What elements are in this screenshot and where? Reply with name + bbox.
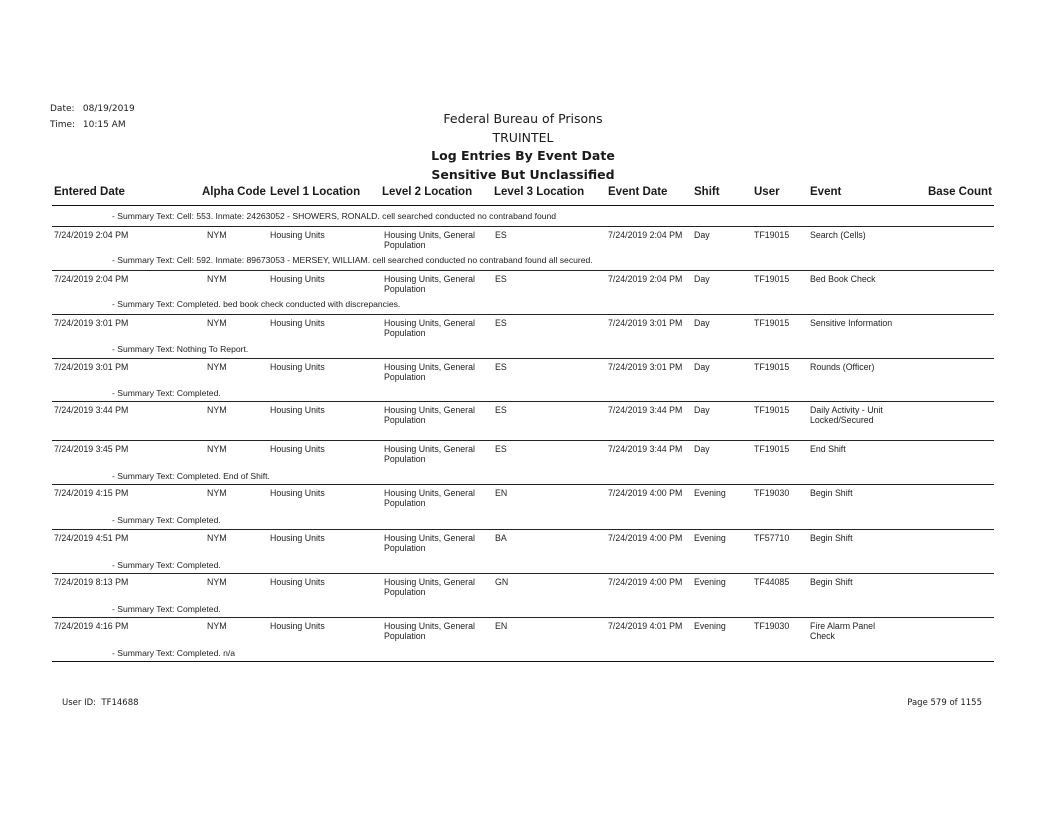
- entered-date: 7/24/2019 3:44 PM: [54, 405, 129, 415]
- col-alpha-code: Alpha Code: [202, 186, 266, 198]
- row-divider: [52, 314, 994, 315]
- level2-location: Housing Units, General Population: [384, 362, 475, 382]
- event: Search (Cells): [810, 230, 866, 240]
- entered-date: 7/24/2019 8:13 PM: [54, 577, 129, 587]
- event-date: 7/24/2019 4:00 PM: [608, 533, 683, 543]
- summary-text: - Summary Text: Cell: 592. Inmate: 89673053 - MERSEY, WILLIAM. cell searched conducted no contraband found all secured.: [112, 255, 593, 265]
- event: Rounds (Officer): [810, 362, 875, 372]
- shift: Day: [694, 405, 710, 415]
- time-label: Time:: [50, 120, 76, 130]
- page-label: Page: [907, 698, 928, 708]
- level1-location: Housing Units: [270, 488, 325, 498]
- row-divider: [52, 484, 994, 485]
- user: TF19015: [754, 444, 790, 454]
- level1-location: Housing Units: [270, 230, 325, 240]
- level2-location: Housing Units, General Population: [384, 577, 475, 597]
- level1-location: Housing Units: [270, 444, 325, 454]
- classification-title: Sensitive But Unclassified: [431, 166, 615, 182]
- event: Daily Activity - Unit Locked/Secured: [810, 405, 883, 425]
- event: End Shift: [810, 444, 846, 454]
- col-base-count: Base Count: [928, 186, 992, 198]
- alpha-code: NYM: [207, 362, 227, 372]
- user: TF19030: [754, 621, 790, 631]
- level2-location: Housing Units, General Population: [384, 274, 475, 294]
- level3-location: ES: [495, 362, 507, 372]
- level3-location: ES: [495, 444, 507, 454]
- event: Bed Book Check: [810, 274, 876, 284]
- event-date: 7/24/2019 4:00 PM: [608, 577, 683, 587]
- event: Begin Shift: [810, 488, 853, 498]
- alpha-code: NYM: [207, 444, 227, 454]
- row-divider: [52, 226, 994, 227]
- date-label: Date:: [50, 104, 75, 114]
- event-date: 7/24/2019 3:44 PM: [608, 444, 683, 454]
- shift: Day: [694, 230, 710, 240]
- summary-text: - Summary Text: Completed.: [112, 388, 221, 398]
- level3-location: GN: [495, 577, 509, 587]
- user: TF57710: [754, 533, 790, 543]
- shift: Evening: [694, 577, 726, 587]
- page-total: 1155: [960, 698, 982, 708]
- level1-location: Housing Units: [270, 362, 325, 372]
- col-user: User: [754, 186, 780, 198]
- level2-location: Housing Units, General Population: [384, 533, 475, 553]
- entered-date: 7/24/2019 4:16 PM: [54, 621, 129, 631]
- level3-location: EN: [495, 488, 508, 498]
- level2-location: Housing Units, General Population: [384, 318, 475, 338]
- row-divider: [52, 617, 994, 618]
- user: TF19015: [754, 230, 790, 240]
- col-level3: Level 3 Location: [494, 186, 585, 198]
- shift: Evening: [694, 533, 726, 543]
- shift: Day: [694, 318, 710, 328]
- event-date: 7/24/2019 4:01 PM: [608, 621, 683, 631]
- level1-location: Housing Units: [270, 318, 325, 328]
- event-date: 7/24/2019 2:04 PM: [608, 230, 683, 240]
- report-header: [0, 110, 1046, 184]
- event-date: 7/24/2019 3:44 PM: [608, 405, 683, 415]
- row-divider: [52, 529, 994, 530]
- shift: Evening: [694, 488, 726, 498]
- event-date: 7/24/2019 2:04 PM: [608, 274, 683, 284]
- alpha-code: NYM: [207, 621, 227, 631]
- event: Fire Alarm Panel Check: [810, 621, 876, 641]
- summary-text: - Summary Text: Completed. n/a: [112, 648, 236, 658]
- row-divider: [52, 573, 994, 574]
- level2-location: Housing Units, General Population: [384, 405, 475, 425]
- alpha-code: NYM: [207, 488, 227, 498]
- user: TF19015: [754, 405, 790, 415]
- date-value: 08/19/2019: [82, 104, 135, 114]
- event: Begin Shift: [810, 577, 853, 587]
- level3-location: BA: [495, 533, 507, 543]
- level2-location: Housing Units, General Population: [384, 621, 475, 641]
- event: Sensitive Information: [810, 318, 893, 328]
- row-divider: [52, 270, 994, 271]
- col-event-date: Event Date: [608, 186, 668, 198]
- level1-location: Housing Units: [270, 577, 325, 587]
- user: TF19030: [754, 488, 790, 498]
- alpha-code: NYM: [207, 318, 227, 328]
- summary-text: - Summary Text: Completed. End of Shift.: [112, 471, 270, 481]
- entered-date: 7/24/2019 4:15 PM: [54, 488, 129, 498]
- summary-text: - Summary Text: Cell: 553. Inmate: 24263052 - SHOWERS, RONALD. cell searched conducted no contraband found: [112, 211, 557, 221]
- level3-location: EN: [495, 621, 508, 631]
- alpha-code: NYM: [207, 405, 227, 415]
- col-event: Event: [810, 186, 842, 198]
- col-level1: Level 1 Location: [270, 186, 361, 198]
- level2-location: Housing Units, General Population: [384, 488, 475, 508]
- footer-user-id: [62, 698, 139, 708]
- user: TF19015: [754, 362, 790, 372]
- event-date: 7/24/2019 3:01 PM: [608, 362, 683, 372]
- system-title: TRUINTEL: [492, 129, 554, 145]
- shift: Day: [694, 444, 710, 454]
- user: TF19015: [754, 318, 790, 328]
- entered-date: 7/24/2019 3:01 PM: [54, 362, 129, 372]
- entered-date: 7/24/2019 3:01 PM: [54, 318, 129, 328]
- entered-date: 7/24/2019 2:04 PM: [54, 274, 129, 284]
- header-rule: [52, 205, 994, 206]
- shift: Day: [694, 274, 710, 284]
- user-id-value: TF14688: [101, 698, 139, 708]
- col-level2: Level 2 Location: [382, 186, 473, 198]
- alpha-code: NYM: [207, 274, 227, 284]
- table-end-rule: [52, 661, 994, 662]
- level2-location: Housing Units, General Population: [384, 444, 475, 464]
- table-header: [52, 186, 994, 204]
- time-value: 10:15 AM: [82, 120, 126, 130]
- shift: Day: [694, 362, 710, 372]
- row-divider: [52, 440, 994, 441]
- row-divider: [52, 401, 994, 402]
- page-current: 579: [930, 698, 947, 708]
- summary-text: - Summary Text: Completed. bed book check conducted with discrepancies.: [112, 299, 401, 309]
- user-id-label: User ID:: [62, 698, 96, 708]
- page-of: of: [949, 698, 958, 708]
- level1-location: Housing Units: [270, 405, 325, 415]
- level2-location: Housing Units, General Population: [384, 230, 475, 250]
- event: Begin Shift: [810, 533, 853, 543]
- alpha-code: NYM: [207, 533, 227, 543]
- level1-location: Housing Units: [270, 621, 325, 631]
- agency-title: Federal Bureau of Prisons: [443, 111, 603, 126]
- level3-location: ES: [495, 274, 507, 284]
- level3-location: ES: [495, 230, 507, 240]
- entered-date: 7/24/2019 2:04 PM: [54, 230, 129, 240]
- row-divider: [52, 358, 994, 359]
- user: TF44085: [754, 577, 790, 587]
- alpha-code: NYM: [207, 577, 227, 587]
- col-entered-date: Entered Date: [54, 186, 125, 198]
- report-title: Log Entries By Event Date: [431, 148, 615, 163]
- shift: Evening: [694, 621, 726, 631]
- summary-text: - Summary Text: Nothing To Report.: [112, 344, 249, 354]
- level1-location: Housing Units: [270, 533, 325, 543]
- event-date: 7/24/2019 3:01 PM: [608, 318, 683, 328]
- summary-text: - Summary Text: Completed.: [112, 560, 221, 570]
- level3-location: ES: [495, 318, 507, 328]
- entered-date: 7/24/2019 3:45 PM: [54, 444, 129, 454]
- footer-page-number: [907, 698, 982, 708]
- level1-location: Housing Units: [270, 274, 325, 284]
- user: TF19015: [754, 274, 790, 284]
- summary-text: - Summary Text: Completed.: [112, 515, 221, 525]
- col-shift: Shift: [694, 186, 720, 198]
- summary-text: - Summary Text: Completed.: [112, 604, 221, 614]
- alpha-code: NYM: [207, 230, 227, 240]
- level3-location: ES: [495, 405, 507, 415]
- event-date: 7/24/2019 4:00 PM: [608, 488, 683, 498]
- entered-date: 7/24/2019 4:51 PM: [54, 533, 129, 543]
